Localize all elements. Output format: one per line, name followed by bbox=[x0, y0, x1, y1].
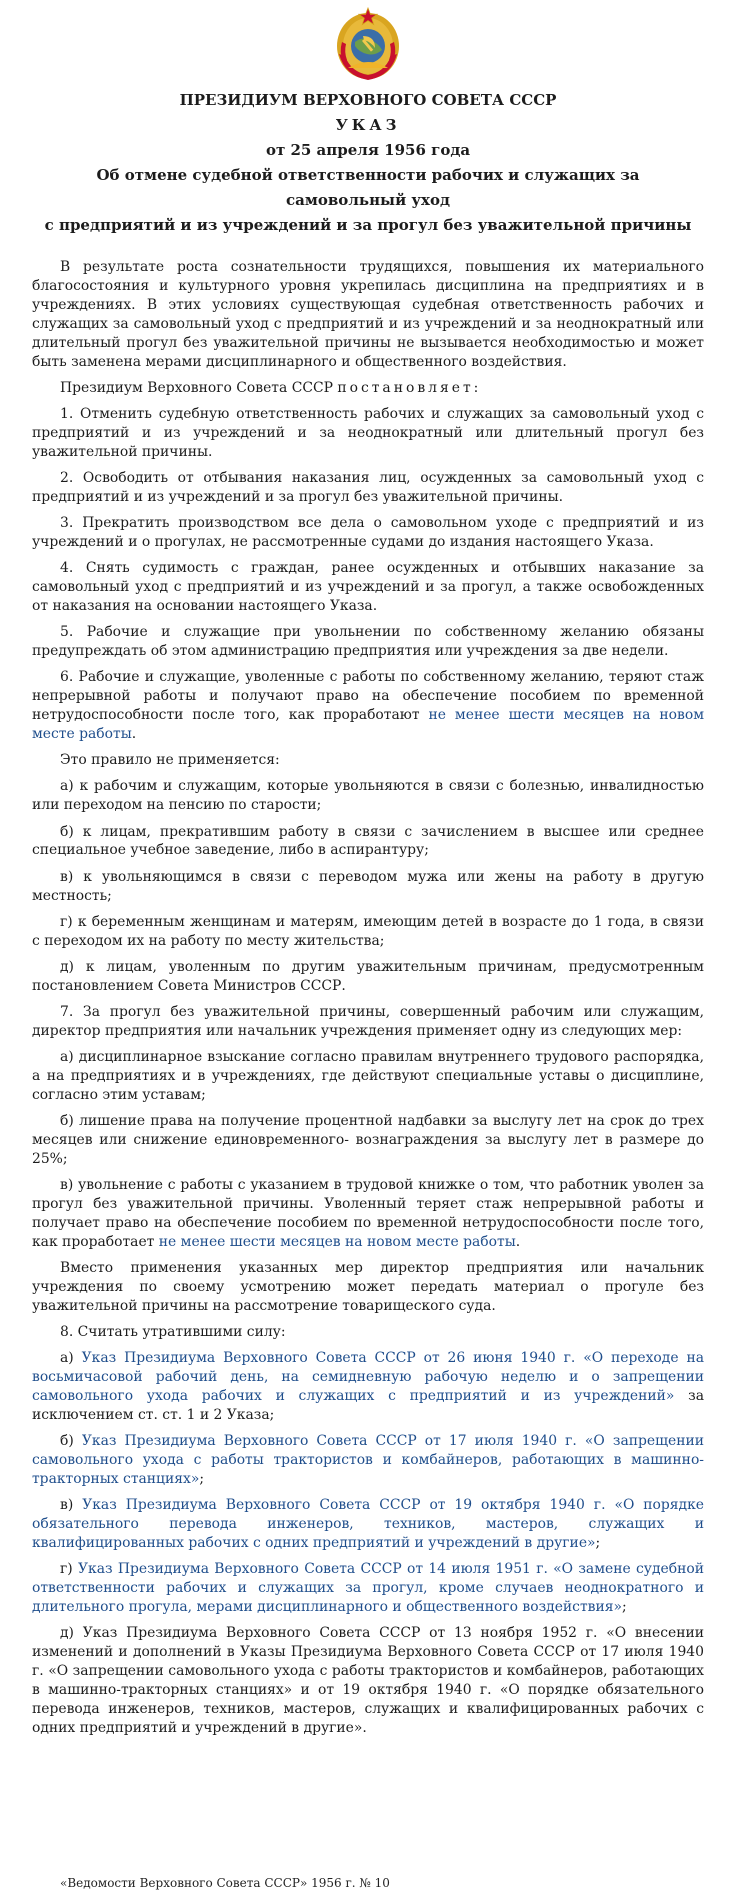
measure-a: а) дисциплинарное взыскание согласно правилам внутреннего трудового распорядка, а на предприятиях и в учреждениях, где действуют специальные уставы о дисциплине, согласно этим уставам; bbox=[32, 1049, 704, 1103]
ussr-emblem-icon bbox=[333, 6, 403, 82]
repealed-a-tail: за исключением ст. ст. 1 и 2 Указа; bbox=[32, 1388, 704, 1423]
repealed-v-letter: в) bbox=[60, 1497, 83, 1514]
document-date: от 25 апреля 1956 года bbox=[265, 141, 471, 159]
repealed-g-letter: г) bbox=[60, 1561, 78, 1578]
clause-4: 4. Снять судимость с граждан, ранее осужденных и отбывших наказание за самовольный уход с предприятий и из учреждений и за прогул, а также освобожденных от наказания на основании настоящего Указа. bbox=[32, 560, 704, 614]
measure-b: б) лишение права на получение процентной надбавки за выслугу лет на срок до трех месяцев или снижение единовременного- вознаграждения за выслугу лет в размере до 25%; bbox=[32, 1113, 704, 1167]
repealed-v-link[interactable]: Указ Президиума Верховного Совета СССР от 19 октября 1940 г. «О порядке обязательного перевода инженеров, техников, мастеров, служащих и квалифицированных рабочих с одних предприятий и учреждений в другие» bbox=[32, 1497, 705, 1551]
repealed-d: д) Указ Президиума Верховного Совета СССР от 13 ноября 1952 г. «О внесении изменений и дополнений в Указы Президиума Верховного Совета СССР от 17 июля 1940 г. «О запрещении самовольного ухода с работы трактористов и комбайнеров, работающих в машинно-тракторных станциях» и от 19 октября 1940 г. «О порядке обязательного перевода инженеров, техников, мастеров, служащих и квалифицированных рабочих с одних предприятий и учреждений в другие». bbox=[32, 1625, 704, 1736]
measure-v-end: . bbox=[515, 1233, 521, 1250]
clause-5: 5. Рабочие и служащие при увольнении по собственному желанию обязаны предупреждать об этом администрацию предприятия или учреждения за две недели. bbox=[32, 624, 704, 660]
document-header bbox=[40, 88, 696, 238]
clause-6-text: 6. Рабочие и служащие, уволенные с работы по собственному желанию, теряют стаж непрерывной работы и получают право на обеспечение пособием по временной нетрудоспособности после того, как проработают bbox=[32, 669, 704, 724]
comrades-court-note: Вместо применения указанных мер директор предприятия или начальник учреждения по своему усмотрению может передать материал о прогуле без уважительной причины на рассмотрение товарищеского суда. bbox=[32, 1260, 704, 1314]
issuing-body: ПРЕЗИДИУМ ВЕРХОВНОГО СОВЕТА СССР bbox=[179, 91, 557, 109]
exception-g: г) к беременным женщинам и матерям, имеющим детей в возрасте до 1 года, в связи с переходом их на работу по месту жительства; bbox=[32, 913, 704, 949]
resolution-lead bbox=[32, 379, 704, 398]
source-citation: «Ведомости Верховного Совета СССР» 1956 г. № 10 bbox=[60, 1876, 390, 1890]
repealed-g-tail: ; bbox=[621, 1599, 627, 1616]
repealed-b-letter: б) bbox=[60, 1433, 82, 1450]
repealed-g-link[interactable]: Указ Президиума Верховного Совета СССР от 14 июля 1951 г. «О замене судебной ответственности рабочих и служащих за прогул, кроме случаев неоднократного и длительного прогула, мерами дисциплинарного и общественного воздействия» bbox=[32, 1561, 704, 1616]
clause-1: 1. Отменить судебную ответственность рабочих и служащих за самовольный уход с предприятий и из учреждений и за неоднократный или длительный прогул без уважительной причины. bbox=[32, 405, 704, 460]
document-title-line-1: Об отмене судебной ответственности рабочих и служащих за самовольный уход bbox=[96, 166, 640, 209]
repealed-a-link[interactable]: Указ Президиума Верховного Совета СССР от 26 июня 1940 г. «О переходе на восьмичасовой рабочий день, на семидневную рабочую неделю и о запрещении самовольного ухода рабочих и служащих с предприятий и из учреждений» bbox=[32, 1350, 704, 1405]
measure-v-text: в) увольнение с работы с указанием в трудовой книжке о том, что работник уволен за прогул без уважительной причины. Уволенный теряет стаж непрерывной работы и получает право на обеспечение пособием по временной нетрудоспособности после того, как проработает bbox=[32, 1177, 704, 1250]
measure-v-link[interactable]: не менее шести месяцев на новом месте работы bbox=[158, 1233, 516, 1250]
clause-6-link[interactable]: не менее шести месяцев на новом месте работы bbox=[32, 707, 704, 743]
repealed-a-letter: а) bbox=[60, 1350, 82, 1367]
repealed-b bbox=[32, 1432, 704, 1489]
clause-6 bbox=[32, 668, 704, 744]
repealed-b-link[interactable]: Указ Президиума Верховного Совета СССР от 17 июля 1940 г. «О запрещении самовольного ухода с работы трактористов и комбайнеров, работающих в машинно-тракторных станциях» bbox=[32, 1433, 704, 1487]
measure-v bbox=[32, 1176, 704, 1252]
clause-8: 8. Считать утратившими силу: bbox=[60, 1324, 286, 1341]
preamble: В результате роста сознательности трудящихся, повышения их материального благосостояния и культурного уровня укрепилась дисциплина на предприятиях и в учреждениях. В этих условиях существующая судебная ответственность рабочих и служащих за самовольный уход с предприятий и из учреждений и за неоднократный или длительный прогул без уважительной причины не вызывается необходимостью и может быть заменена мерами дисциплинарного и общественного воздействия. bbox=[32, 259, 704, 370]
exception-a: а) к рабочим и служащим, которые увольняются в связи с болезнью, инвалидностью или переходом на пенсию по старости; bbox=[32, 778, 704, 814]
clause-7: 7. За прогул без уважительной причины, совершенный рабочим или служащим, директор предприятия или начальник учреждения применяет одну из следующих мер: bbox=[32, 1003, 704, 1039]
repealed-v-tail: ; bbox=[595, 1535, 601, 1551]
resolution-word: постановляет: bbox=[337, 379, 482, 396]
document-type: УКАЗ bbox=[335, 116, 401, 134]
repealed-b-tail: ; bbox=[199, 1470, 205, 1487]
clause-6-end: . bbox=[131, 726, 137, 743]
clause-3: 3. Прекратить производством все дела о самовольном уходе с предприятий и из учреждений и о прогулах, не рассмотренные судами до издания настоящего Указа. bbox=[32, 515, 704, 550]
exceptions-lead: Это правило не применяется: bbox=[60, 752, 280, 769]
clause-2: 2. Освободить от отбывания наказания лиц, осужденных за самовольный уход с предприятий и из учреждений и за прогул без уважительной причины. bbox=[32, 469, 704, 505]
exception-b: б) к лицам, прекратившим работу в связи с зачислением в высшее или среднее специальное учебное заведение, либо в аспирантуру; bbox=[32, 823, 704, 859]
resolution-lead-text: Президиум Верховного Совета СССР bbox=[60, 379, 338, 396]
exception-v: в) к увольняющимся в связи с переводом мужа или жены на работу в другую местность; bbox=[32, 868, 704, 904]
repealed-g bbox=[32, 1560, 704, 1617]
repealed-v bbox=[32, 1496, 704, 1553]
repealed-a bbox=[32, 1349, 704, 1425]
exception-d: д) к лицам, уволенным по другим уважительным причинам, предусмотренным постановлением Совета Министров СССР. bbox=[32, 958, 704, 994]
document-body bbox=[32, 258, 704, 1745]
document-title-line-2: с предприятий и из учреждений и за прогул без уважительной причины bbox=[44, 216, 692, 234]
